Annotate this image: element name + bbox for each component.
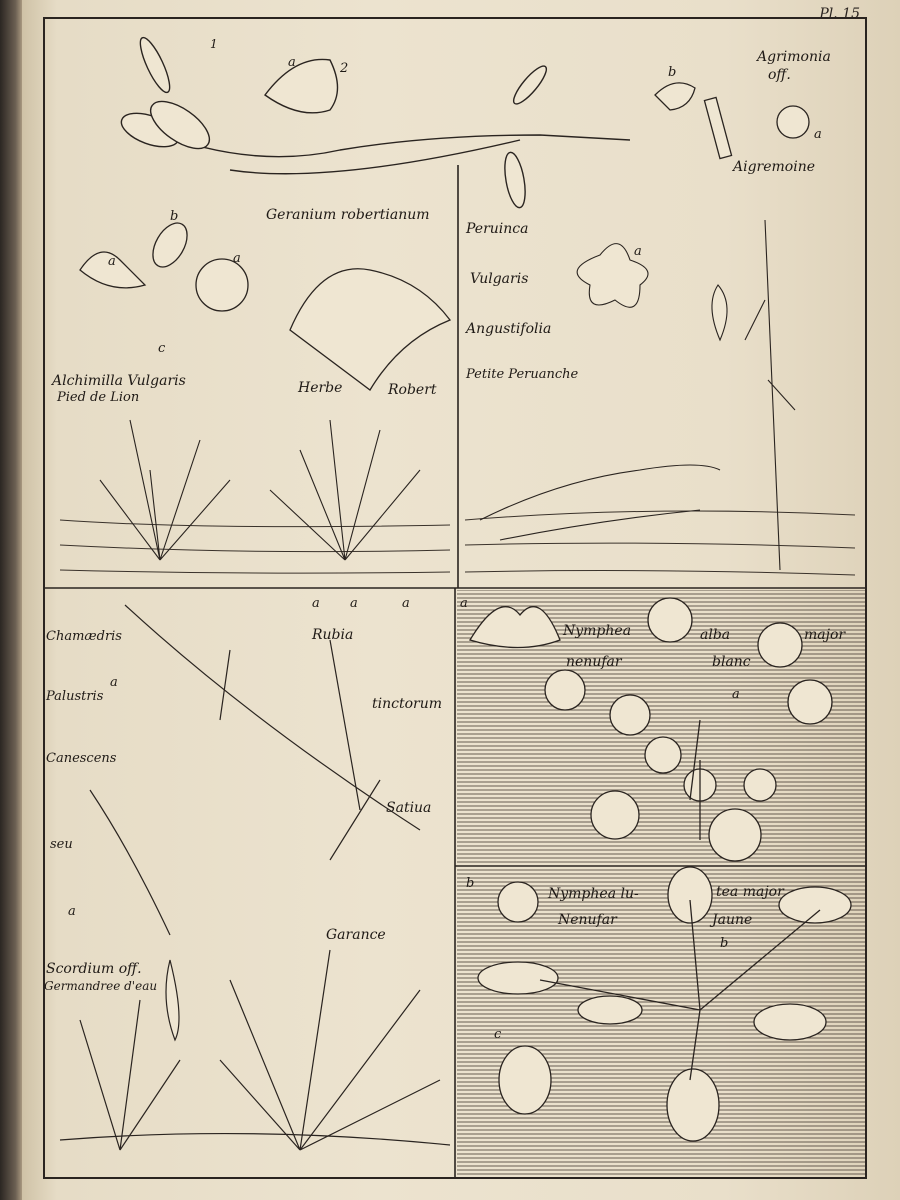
label-chamaedris: Chamædris: [46, 629, 122, 644]
label-agrimonia-off: off.: [768, 67, 791, 83]
figure-letter-a: a: [732, 687, 740, 702]
periwinkle-stem-drawing: [117, 34, 630, 209]
label-satiua: Satiua: [386, 800, 432, 816]
label-garance: Garance: [326, 927, 386, 943]
agrimony-details: [655, 83, 809, 159]
label-nenufar-blanc: nenufar: [566, 654, 622, 670]
figure-letter-c: c: [158, 341, 166, 356]
figure-letter-a: a: [350, 596, 358, 611]
label-petite-peruanche: Petite Peruanche: [466, 367, 579, 382]
figure-letter-a: a: [402, 596, 410, 611]
figure-letter-a: a: [634, 244, 642, 259]
label-herbe: Herbe: [298, 380, 343, 396]
label-jaune: Jaune: [712, 912, 753, 928]
label-aigremoine: Aigremoine: [733, 159, 816, 175]
label-robert: Robert: [388, 382, 437, 398]
figure-letter-a: a: [110, 675, 118, 690]
label-seu: seu: [50, 837, 73, 852]
label-nenufar-jaune: Nenufar: [558, 912, 617, 928]
label-vulgaris: Vulgaris: [470, 271, 529, 287]
label-alba: alba: [700, 627, 731, 643]
label-nymphea-lutea: Nymphea lu-: [548, 886, 639, 902]
figure-letter-b: b: [170, 209, 179, 224]
label-scordium: Scordium off.: [46, 961, 142, 977]
figure-letter-b: b: [466, 876, 475, 891]
label-agrimonia: Agrimonia: [757, 49, 831, 65]
label-blanc: blanc: [712, 654, 751, 670]
figure-letter-a: a: [288, 55, 296, 70]
figure-letter-b: b: [668, 65, 677, 80]
label-germandree: Germandree d'eau: [44, 979, 158, 993]
label-tinctorum: tinctorum: [372, 696, 442, 712]
figure-number-2: 2: [340, 61, 349, 76]
label-major: major: [804, 627, 846, 643]
figure-letter-a: a: [460, 596, 468, 611]
label-angustifolia: Angustifolia: [466, 321, 552, 337]
label-tea-major: tea major: [716, 884, 784, 900]
label-peruinca: Peruinca: [466, 221, 529, 237]
label-palustris: Palustris: [46, 689, 104, 704]
label-geranium: Geranium robertianum: [266, 207, 430, 223]
label-pied-de-lion: Pied de Lion: [57, 390, 140, 405]
figure-letter-a: a: [68, 904, 76, 919]
figure-number-1: 1: [210, 37, 218, 51]
label-nymphea-alba: Nymphea: [563, 623, 632, 639]
label-rubia: Rubia: [312, 627, 354, 643]
figure-letter-a: a: [108, 254, 116, 269]
figure-letter-a: a: [312, 596, 320, 611]
figure-letter-a: a: [233, 251, 241, 266]
rubia-drawing: [60, 605, 450, 1150]
geranium-drawing: [80, 217, 450, 390]
plate-number: Pl. 15: [819, 6, 860, 22]
label-canescens: Canescens: [46, 751, 117, 766]
label-alchimilla: Alchimilla Vulgaris: [52, 373, 186, 389]
figure-letter-b: b: [720, 936, 729, 951]
figure-letter-c: c: [494, 1027, 502, 1042]
figure-letter-a: a: [814, 127, 822, 142]
